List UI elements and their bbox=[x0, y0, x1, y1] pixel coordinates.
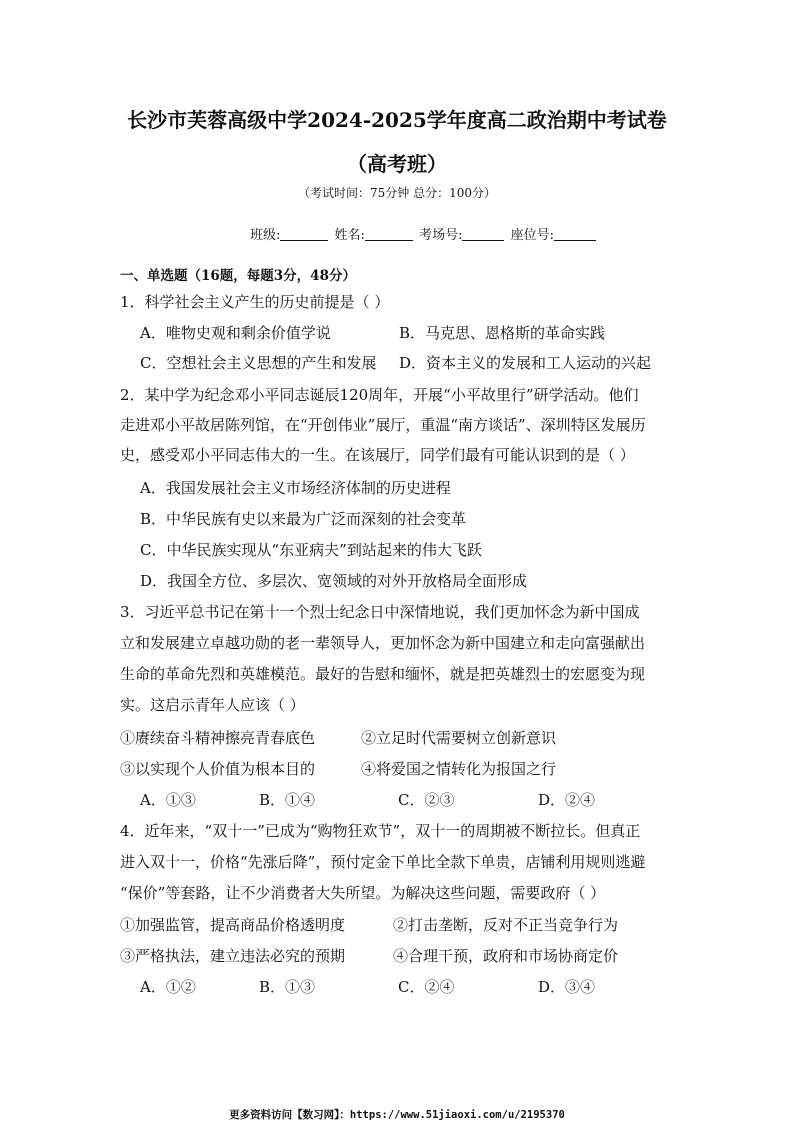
q4-item-1: ①加强监管，提高商品价格透明度 bbox=[120, 916, 346, 934]
question-2-stem-line: 2．某中学为纪念邓小平同志诞辰120周年，开展“小平故里行”研学活动。他们 bbox=[120, 386, 639, 404]
exam-info: （考试时间：75分钟 总分：100分） bbox=[298, 186, 496, 200]
q2-option-a: A．我国发展社会主义市场经济体制的历史进程 bbox=[140, 479, 451, 497]
exam-room-blank[interactable] bbox=[462, 226, 504, 241]
q1-option-d: D．资本主义的发展和工人运动的兴起 bbox=[399, 354, 652, 372]
q4-option-c: C．②④ bbox=[398, 978, 455, 996]
name-blank[interactable] bbox=[365, 226, 413, 241]
question-4-stem-line: 进入双十一，价格“先涨后降”，预付定金下单比全款下单贵，店铺利用规则逃避 bbox=[120, 853, 646, 871]
q4-item-4: ④合理干预，政府和市场协商定价 bbox=[393, 947, 619, 965]
q4-option-d: D．③④ bbox=[538, 978, 596, 996]
question-2-stem-line: 走进邓小平故居陈列馆，在“开创伟业”展厅，重温“南方谈话”、深圳特区发展历 bbox=[120, 416, 646, 434]
q3-item-4: ④将爱国之情转化为报国之行 bbox=[361, 760, 557, 778]
class-label: 班级: bbox=[250, 228, 281, 243]
footer-link[interactable]: 更多资料访问【数习网】：https://www.51jiaoxi.com/u/2195370 bbox=[229, 1109, 565, 1121]
seat-blank[interactable] bbox=[554, 226, 596, 241]
q4-item-3: ③严格执法，建立违法必究的预期 bbox=[120, 947, 346, 965]
question-2-stem-line: 史，感受邓小平同志伟大的一生。在该展厅，同学们最有可能认识到的是（ ） bbox=[120, 446, 635, 464]
question-4-stem-line: 4．近年来，“双十一”已成为“购物狂欢节”，双十一的周期被不断拉长。但真正 bbox=[120, 822, 641, 840]
question-1-stem: 1．科学社会主义产生的历史前提是（ ） bbox=[120, 293, 390, 311]
seat-label: 座位号: bbox=[510, 228, 554, 243]
q2-option-b: B．中华民族有史以来最为广泛而深刻的社会变革 bbox=[140, 510, 467, 528]
student-info-fields bbox=[250, 224, 598, 243]
exam-room-label: 考场号: bbox=[419, 228, 463, 243]
question-3-stem-line: 生命的革命先烈和英雄模范。最好的告慰和缅怀，就是把英雄烈士的宏愿变为现 bbox=[120, 665, 646, 683]
q1-option-c: C．空想社会主义思想的产生和发展 bbox=[140, 354, 377, 372]
q3-item-2: ②立足时代需要树立创新意识 bbox=[361, 729, 557, 747]
q3-option-b: B．①④ bbox=[259, 791, 316, 809]
section-heading: 一、单选题（16题，每题3分，48分） bbox=[120, 268, 356, 284]
exam-subtitle: （高考班） bbox=[347, 152, 447, 176]
question-3-stem-line: 3．习近平总书记在第十一个烈士纪念日中深情地说，我们更加怀念为新中国成 bbox=[120, 603, 640, 621]
q1-option-b: B．马克思、恩格斯的革命实践 bbox=[399, 324, 606, 342]
q2-option-c: C．中华民族实现从“东亚病夫”到站起来的伟大飞跃 bbox=[140, 541, 482, 559]
exam-title: 长沙市芙蓉高级中学2024-2025学年度高二政治期中考试卷 bbox=[127, 108, 667, 132]
q4-option-b: B．①③ bbox=[259, 978, 316, 996]
q4-option-a: A．①② bbox=[140, 978, 196, 996]
class-blank[interactable] bbox=[280, 226, 328, 241]
question-3-stem-line: 实。这启示青年人应该（ ） bbox=[120, 696, 305, 714]
q3-item-3: ③以实现个人价值为根本目的 bbox=[120, 760, 316, 778]
q4-item-2: ②打击垄断，反对不正当竞争行为 bbox=[393, 916, 619, 934]
q3-option-a: A．①③ bbox=[140, 791, 196, 809]
q3-option-d: D．②④ bbox=[538, 791, 596, 809]
q3-option-c: C．②③ bbox=[398, 791, 455, 809]
q3-item-1: ①赓续奋斗精神擦亮青春底色 bbox=[120, 729, 316, 747]
question-4-stem-line: “保价”等套路，让不少消费者大失所望。为解决这些问题，需要政府（ ） bbox=[120, 884, 606, 902]
name-label: 姓名: bbox=[334, 228, 365, 243]
q1-option-a: A．唯物史观和剩余价值学说 bbox=[140, 324, 331, 342]
question-3-stem-line: 立和发展建立卓越功勋的老一辈领导人，更加怀念为新中国建立和走向富强献出 bbox=[120, 634, 646, 652]
q2-option-d: D．我国全方位、多层次、宽领域的对外开放格局全面形成 bbox=[140, 572, 528, 590]
